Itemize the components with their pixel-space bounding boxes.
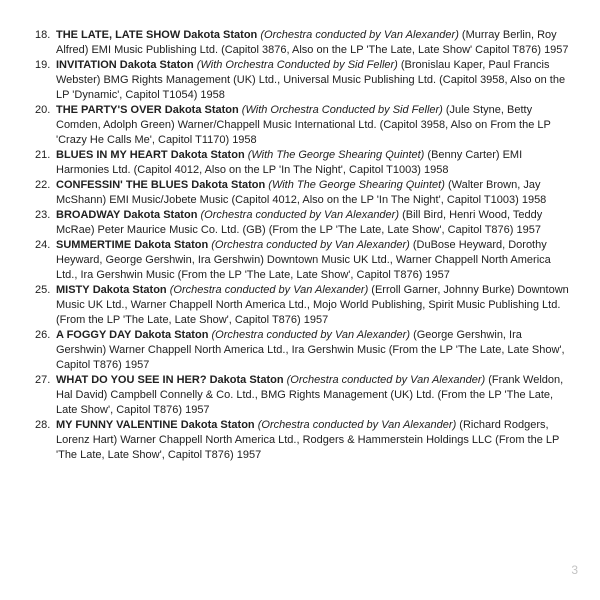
track-artist: Dakota Staton bbox=[92, 284, 167, 296]
track-performance-note: (Orchestra conducted by Van Alexander) bbox=[200, 209, 399, 221]
track-artist: Dakota Staton bbox=[119, 59, 194, 71]
track-text bbox=[56, 208, 572, 238]
track-number: 20. bbox=[35, 104, 51, 116]
track-performance-note: (Orchestra conducted by Van Alexander) bbox=[260, 29, 459, 41]
track-item bbox=[35, 28, 572, 58]
track-title: CONFESSIN' THE BLUES bbox=[56, 179, 189, 191]
track-item bbox=[35, 148, 572, 178]
track-title: WHAT DO YOU SEE IN HER? bbox=[56, 374, 207, 386]
track-number: 22. bbox=[35, 179, 51, 191]
track-number: 18. bbox=[35, 29, 51, 41]
track-details: (Benny Carter) EMI Harmonies Ltd. (Capitol 4012, Also on the LP 'In The Night', Capitol T1003) 1958 bbox=[56, 149, 523, 176]
track-text bbox=[56, 373, 572, 418]
track-performance-note: (With Orchestra Conducted by Sid Feller) bbox=[196, 59, 398, 71]
track-title: A FOGGY DAY bbox=[56, 329, 132, 341]
track-details: (Walter Brown, Jay McShann) EMI Music/Jobete Music (Capitol 4012, Also on the LP 'In The Night', Capitol T1003) 1958 bbox=[56, 179, 547, 206]
track-text bbox=[56, 178, 572, 208]
track-list bbox=[35, 28, 572, 463]
track-performance-note: (Orchestra conducted by Van Alexander) bbox=[286, 374, 486, 386]
track-number: 27. bbox=[35, 374, 51, 386]
track-performance-note: (Orchestra conducted by Van Alexander) bbox=[211, 329, 410, 341]
track-title: BLUES IN MY HEART bbox=[56, 149, 168, 161]
track-performance-note: (Orchestra conducted by Van Alexander) bbox=[169, 284, 369, 296]
track-number: 28. bbox=[35, 419, 51, 431]
track-number: 26. bbox=[35, 329, 51, 341]
track-item bbox=[35, 178, 572, 208]
track-title: INVITATION bbox=[56, 59, 117, 71]
track-details: (Bronislau Kaper, Paul Francis Webster) BMG Rights Management (UK) Ltd., Universal Music Publishing Ltd. (Capitol 3958, Also on the LP 'Dynamic', Capitol T1054) 1958 bbox=[56, 59, 566, 101]
track-text bbox=[56, 103, 572, 148]
track-item bbox=[35, 103, 572, 148]
track-number: 23. bbox=[35, 209, 51, 221]
track-title: THE LATE, LATE SHOW bbox=[56, 29, 181, 41]
track-details: (Murray Berlin, Roy Alfred) EMI Music Publishing Ltd. (Capitol 3876, Also on the LP 'The Late, Late Show' Capitol T876) 1957 bbox=[56, 29, 569, 56]
track-details: (Bill Bird, Henri Wood, Teddy McRae) Peter Maurice Music Co. Ltd. (GB) (From the LP 'The Late, Late Show', Capitol T876) 1957 bbox=[56, 209, 543, 236]
track-artist: Dakota Staton bbox=[183, 29, 258, 41]
track-details: (George Gershwin, Ira Gershwin) Warner Chappell North America Ltd., Ira Gershwin Music (From the LP 'The Late, Late Show', Capitol T876) 1957 bbox=[56, 329, 565, 371]
track-performance-note: (Orchestra conducted by Van Alexander) bbox=[257, 419, 457, 431]
track-text bbox=[56, 28, 572, 58]
track-details: (Frank Weldon, Hal David) Campbell Connelly & Co. Ltd., BMG Rights Management (UK) Ltd. (From the LP 'The Late, Late Show', Capitol T876) 1957 bbox=[56, 374, 564, 416]
track-number: 24. bbox=[35, 239, 51, 251]
track-text bbox=[56, 58, 572, 103]
track-details: (Richard Rodgers, Lorenz Hart) Warner Chappell North America Ltd., Rodgers & Hammerstein Holdings LLC (From the LP 'The Late, Late Show', Capitol T876) 1957 bbox=[56, 419, 560, 461]
track-artist: Dakota Staton bbox=[164, 104, 239, 116]
track-item bbox=[35, 328, 572, 373]
track-item bbox=[35, 373, 572, 418]
track-item bbox=[35, 238, 572, 283]
track-number: 25. bbox=[35, 284, 51, 296]
track-details: (DuBose Heyward, Dorothy Heyward, George Gershwin, Ira Gershwin) Downtown Music UK Ltd., Warner Chappell North America Ltd., Ira Gershwin Music (From the LP 'The Late, Late Show', Capitol T876) 1957 bbox=[56, 239, 551, 281]
track-artist: Dakota Staton bbox=[123, 209, 198, 221]
track-performance-note: (With The George Shearing Quintet) bbox=[268, 179, 445, 191]
track-artist: Dakota Staton bbox=[180, 419, 255, 431]
track-text bbox=[56, 238, 572, 283]
track-title: BROADWAY bbox=[56, 209, 121, 221]
track-artist: Dakota Staton bbox=[134, 239, 209, 251]
track-title: SUMMERTIME bbox=[56, 239, 132, 251]
track-details: (Jule Styne, Betty Comden, Adolph Green) Warner/Chappell Music International Ltd. (Capitol 3958, Also on From the LP 'Crazy He Calls Me', Capitol T1170) 1958 bbox=[56, 104, 551, 146]
track-item bbox=[35, 283, 572, 328]
track-details: (Erroll Garner, Johnny Burke) Downtown Music UK Ltd., Warner Chappell North America Ltd., Mojo World Publishing, Spirit Music Publishing Ltd. (From the LP 'The Late, Late Show', Capitol T876) 1957 bbox=[56, 284, 569, 326]
track-performance-note: (With Orchestra Conducted by Sid Feller) bbox=[241, 104, 443, 116]
track-performance-note: (With The George Shearing Quintet) bbox=[247, 149, 425, 161]
track-title: MY FUNNY VALENTINE bbox=[56, 419, 178, 431]
track-item bbox=[35, 58, 572, 103]
track-title: THE PARTY'S OVER bbox=[56, 104, 162, 116]
track-performance-note: (Orchestra conducted by Van Alexander) bbox=[211, 239, 410, 251]
track-title: MISTY bbox=[56, 284, 90, 296]
track-text bbox=[56, 418, 572, 463]
track-item bbox=[35, 208, 572, 238]
track-number: 19. bbox=[35, 59, 51, 71]
track-text bbox=[56, 283, 572, 328]
track-item bbox=[35, 418, 572, 463]
track-text bbox=[56, 328, 572, 373]
track-artist: Dakota Staton bbox=[191, 179, 266, 191]
track-artist: Dakota Staton bbox=[209, 374, 284, 386]
page-number: 3 bbox=[571, 563, 578, 577]
track-artist: Dakota Staton bbox=[170, 149, 245, 161]
track-number: 21. bbox=[35, 149, 51, 161]
track-text bbox=[56, 148, 572, 178]
track-artist: Dakota Staton bbox=[134, 329, 209, 341]
